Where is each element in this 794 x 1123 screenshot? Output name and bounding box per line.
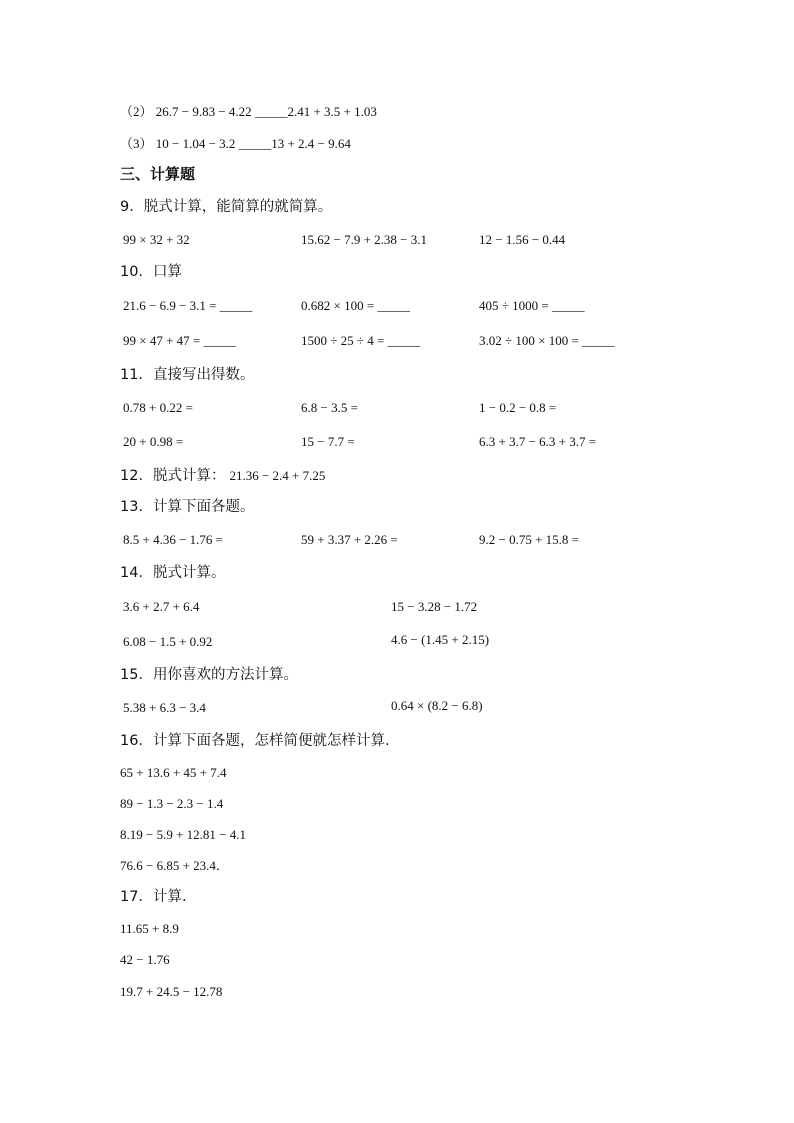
answer-blank[interactable]: _____ [238,136,272,151]
q14-expression-3: 6.08 − 1.5 + 0.92 [123,634,213,649]
q9-expression-1: 99 × 32 + 32 [123,232,190,247]
question-16-title: 16．计算下面各题，怎样简便就怎样计算. [120,733,390,749]
question-15-title: 15．用你喜欢的方法计算。 [120,667,298,683]
q10-r1-expression-2[interactable]: 0.682 × 100 = _____ [301,298,410,313]
q14-expression-2: 15 − 3.28 − 1.72 [391,599,478,614]
q15-expression-2: 0.64 × (8.2 − 6.8) [391,698,483,713]
right-expression: 13 + 2.4 − 9.64 [271,136,351,151]
q16-expression-3: 8.19 − 5.9 + 12.81 − 4.1 [120,827,246,842]
q10-r2-expression-2[interactable]: 1500 ÷ 25 ÷ 4 = _____ [301,333,421,348]
q16-expression-4: 76.6 − 6.85 + 23.4． [120,858,229,873]
question-13-title: 13．计算下面各题。 [120,499,255,515]
q10-r2-expression-1[interactable]: 99 × 47 + 47 = _____ [123,333,236,348]
question-9-title: 9．脱式计算，能简算的就简算。 [120,199,333,215]
q11-r1-expression-2: 6.8 − 3.5 = [301,400,358,415]
question-12 [120,467,325,485]
left-expression: 10 − 1.04 − 3.2 [155,136,236,151]
q14-expression-1: 3.6 + 2.7 + 6.4 [123,599,200,614]
question-11-title: 11．直接写出得数。 [120,367,255,383]
answer-blank[interactable]: _____ [254,104,288,119]
q11-r2-expression-3: 6.3 + 3.7 − 6.3 + 3.7 = [479,434,597,449]
q13-expression-2: 59 + 3.37 + 2.26 = [301,532,398,547]
q10-r1-expression-3[interactable]: 405 ÷ 1000 = _____ [479,298,585,313]
q10-r1-expression-1[interactable]: 21.6 − 6.9 − 3.1 = _____ [123,298,253,313]
right-expression: 2.41 + 3.5 + 1.03 [287,104,377,119]
section-title: 三、计算题 [120,165,196,183]
question-14-title: 14．脱式计算。 [120,565,226,581]
q16-expression-1: 65 + 13.6 + 45 + 7.4 [120,765,227,780]
compare-item-2 [120,104,377,120]
question-17-title: 17．计算. [120,889,187,905]
left-expression: 26.7 − 9.83 − 4.22 [155,104,252,119]
q17-expression-2: 42 − 1.76 [120,952,170,967]
compare-item-3 [120,136,351,152]
item-number: （2） [120,104,153,119]
question-12-title: 12．脱式计算： [120,468,226,484]
q11-r2-expression-2: 15 − 7.7 = [301,434,355,449]
q9-expression-2: 15.62 − 7.9 + 2.38 − 3.1 [301,232,427,247]
q17-expression-1: 11.65 + 8.9 [120,921,179,936]
q10-r2-expression-3[interactable]: 3.02 ÷ 100 × 100 = _____ [479,333,615,348]
q13-expression-1: 8.5 + 4.36 − 1.76 = [123,532,223,547]
question-10-title: 10．口算 [120,264,182,280]
q11-r2-expression-1: 20 + 0.98 = [123,434,184,449]
q9-expression-3: 12 − 1.56 − 0.44 [479,232,566,247]
q13-expression-3: 9.2 − 0.75 + 15.8 = [479,532,579,547]
q17-expression-3: 19.7 + 24.5 − 12.78 [120,984,223,999]
q16-expression-2: 89 − 1.3 − 2.3 − 1.4 [120,796,224,811]
q14-expression-4: 4.6 − (1.45 + 2.15) [391,632,490,647]
q11-r1-expression-3: 1 − 0.2 − 0.8 = [479,400,557,415]
q12-expression: 21.36 − 2.4 + 7.25 [229,468,326,483]
item-number: （3） [120,136,153,151]
q15-expression-1: 5.38 + 6.3 − 3.4 [123,700,206,715]
q11-r1-expression-1: 0.78 + 0.22 = [123,400,193,415]
